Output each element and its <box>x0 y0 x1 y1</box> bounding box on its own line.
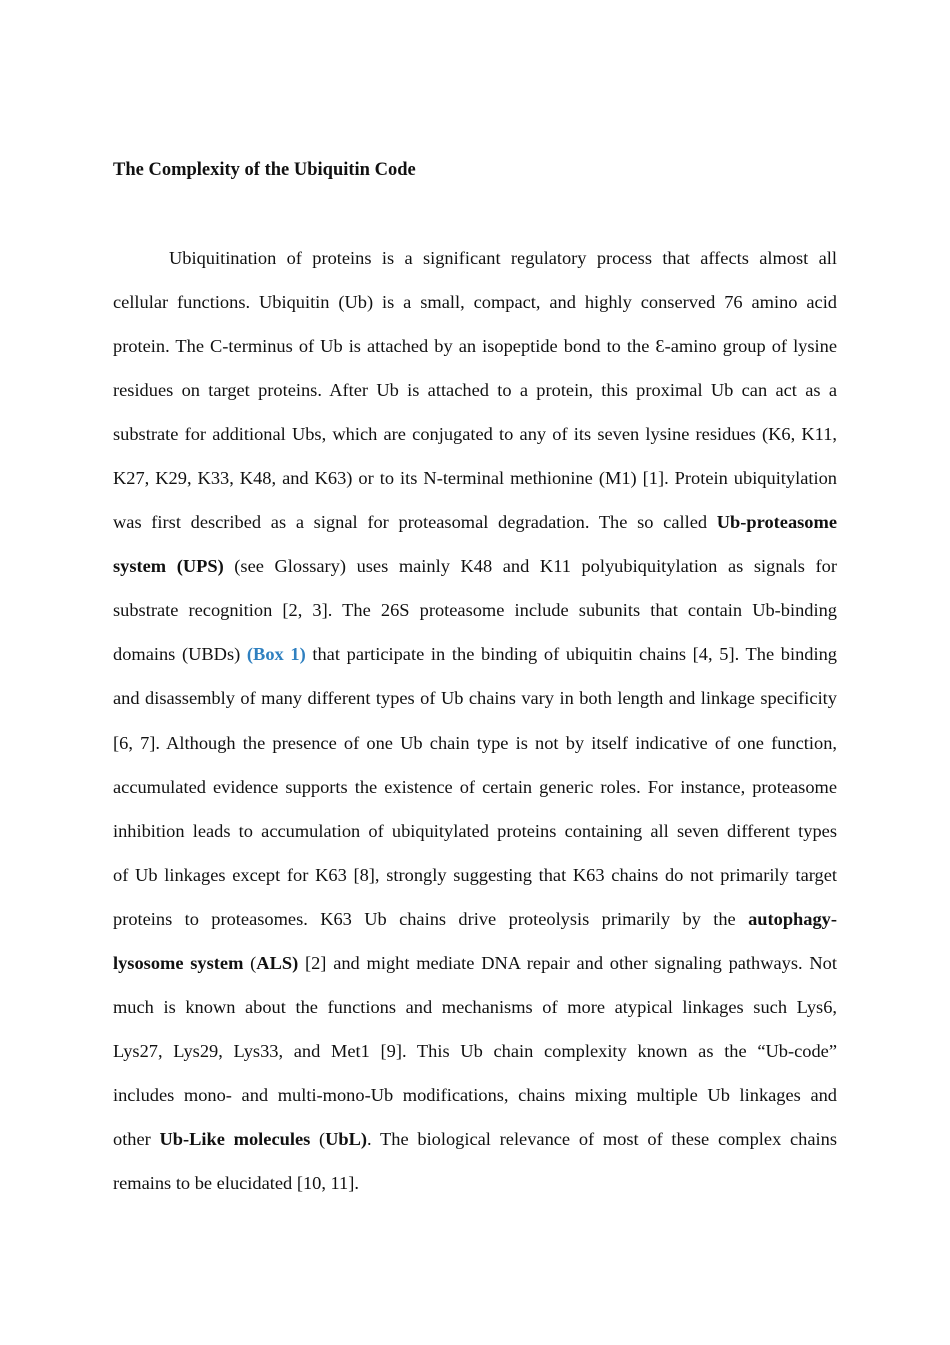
text-line <box>113 853 837 897</box>
text-run: other <box>113 1128 160 1149</box>
text-line <box>113 632 837 676</box>
text-run: ( <box>310 1128 326 1149</box>
body-paragraph <box>113 236 837 1205</box>
text-run: inhibition leads to accumulation of ubiquitylated proteins containing all seven different types <box>113 820 837 841</box>
bold-term: Ub-Like molecules <box>159 1128 311 1149</box>
text-run: accumulated evidence supports the existence of certain generic roles. For instance, proteasome <box>113 776 837 797</box>
text-run: much is known about the functions and mechanisms of more atypical linkages such Lys6, <box>113 996 837 1017</box>
text-line <box>113 324 837 368</box>
bold-term: system (UPS) <box>113 556 224 577</box>
text-line <box>113 897 837 941</box>
text-run: that participate in the binding of ubiquitin chains [4, 5]. The binding <box>305 644 838 665</box>
text-line <box>113 941 837 985</box>
text-run: [2] and might mediate DNA repair and other signaling pathways. Not <box>298 952 837 973</box>
text-run: includes mono- and multi-mono-Ub modifications, chains mixing multiple Ub linkages and <box>113 1084 837 1105</box>
section-heading: The Complexity of the Ubiquitin Code <box>113 160 416 180</box>
text-run: (see Glossary) uses mainly K48 and K11 polyubiquitylation as signals for <box>223 556 837 577</box>
text-run: of Ub linkages except for K63 [8], strongly suggesting that K63 chains do not primarily target <box>113 864 837 885</box>
text-line <box>113 765 837 809</box>
text-line <box>113 588 837 632</box>
text-line <box>113 985 837 1029</box>
text-line <box>113 236 837 280</box>
bold-term: lysosome system <box>113 952 244 973</box>
text-run: substrate for additional Ubs, which are conjugated to any of its seven lysine residues (K6, K11, <box>113 424 837 445</box>
bold-term: autophagy- <box>748 908 837 929</box>
bold-term: Ub-proteasome <box>716 512 837 533</box>
text-run: cellular functions. Ubiquitin (Ub) is a small, compact, and highly conserved 76 amino acid <box>113 292 837 313</box>
text-run: protein. The C-terminus of Ub is attached by an isopeptide bond to the Ɛ-amino group of lysine <box>113 336 837 357</box>
text-line <box>113 1073 837 1117</box>
text-line <box>113 500 837 544</box>
text-run: Ubiquitination of proteins is a significant regulatory process that affects almost all <box>169 248 837 268</box>
text-line <box>113 544 837 588</box>
text-line <box>113 1029 837 1073</box>
text-line <box>113 368 837 412</box>
text-run: domains (UBDs) <box>113 644 247 665</box>
text-line <box>113 412 837 456</box>
text-run: remains to be elucidated [10, 11]. <box>113 1172 359 1193</box>
text-run: proteins to proteasomes. K63 Ub chains drive proteolysis primarily by the <box>113 908 749 929</box>
text-line <box>113 456 837 500</box>
text-run: was first described as a signal for proteasomal degradation. The so called <box>113 512 717 533</box>
text-line <box>113 1117 837 1161</box>
bold-term: ALS) <box>256 952 299 973</box>
text-line <box>113 721 837 765</box>
text-run: ( <box>243 952 257 973</box>
text-line <box>113 280 837 324</box>
text-run: substrate recognition [2, 3]. The 26S proteasome include subunits that contain Ub-binding <box>113 600 837 621</box>
text-line <box>113 676 837 720</box>
text-run: and disassembly of many different types of Ub chains vary in both length and linkage specificity <box>113 688 837 709</box>
box-reference-link[interactable]: (Box 1) <box>246 644 306 665</box>
text-line <box>113 1161 837 1205</box>
text-line <box>113 809 837 853</box>
text-run: Lys27, Lys29, Lys33, and Met1 [9]. This Ub chain complexity known as the “Ub-code” <box>113 1040 837 1061</box>
bold-term: UbL) <box>325 1128 368 1149</box>
text-run: K27, K29, K33, K48, and K63) or to its N-terminal methionine (M1) [1]. Protein ubiquitylation <box>113 468 837 489</box>
text-run: . The biological relevance of most of these complex chains <box>367 1128 837 1149</box>
text-run: residues on target proteins. After Ub is attached to a protein, this proximal Ub can act as a <box>113 380 837 401</box>
text-run: [6, 7]. Although the presence of one Ub chain type is not by itself indicative of one function, <box>113 732 837 753</box>
